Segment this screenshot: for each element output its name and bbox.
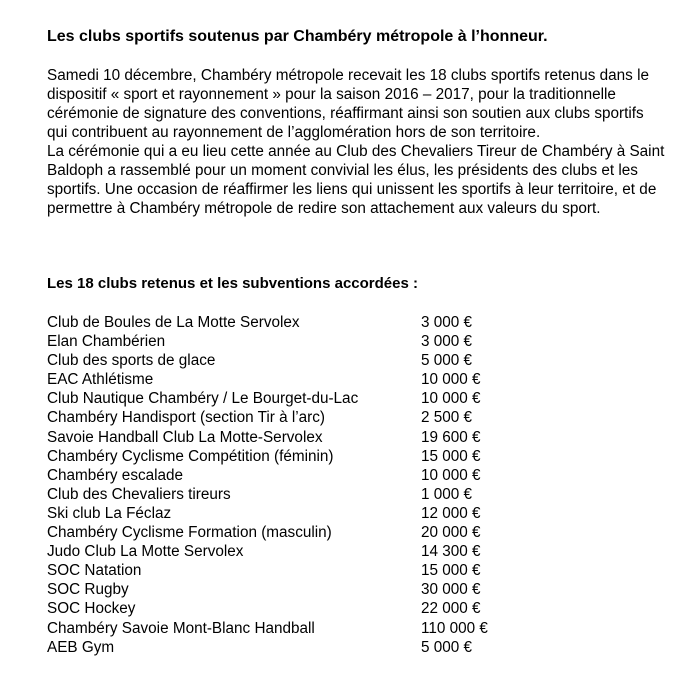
club-name: Club des sports de glace: [47, 352, 216, 370]
club-name: EAC Athlétisme: [47, 371, 154, 389]
club-row: [47, 561, 567, 580]
club-subsidy-amount: 10 000 €: [421, 466, 481, 484]
club-row: [47, 638, 567, 657]
club-list-title: Les 18 clubs retenus et les subventions accordées :: [47, 275, 418, 292]
club-name: SOC Natation: [47, 562, 142, 580]
club-row: [47, 313, 567, 332]
document-title: Les clubs sportifs soutenus par Chambéry métropole à l’honneur.: [47, 28, 548, 45]
club-row: [47, 619, 567, 638]
club-row: [47, 580, 567, 599]
club-name: Chambéry escalade: [47, 466, 184, 484]
club-row: [47, 523, 567, 542]
club-row: [47, 542, 567, 561]
club-subsidy-amount: 3 000 €: [421, 314, 473, 331]
club-name: Chambéry Cyclisme Formation (masculin): [47, 524, 332, 542]
club-subsidy-amount: 5 000 €: [421, 638, 473, 656]
club-row: [47, 599, 567, 618]
club-subsidy-amount: 30 000 €: [421, 581, 481, 599]
club-name: Club Nautique Chambéry / Le Bourget-du-Lac: [47, 390, 359, 408]
club-name: Judo Club La Motte Servolex: [47, 543, 244, 561]
club-subsidy-amount: 3 000 €: [421, 333, 473, 351]
club-name: AEB Gym: [47, 638, 115, 656]
club-row: [47, 389, 567, 408]
club-row: [47, 351, 567, 370]
club-row: [47, 428, 567, 447]
club-subsidy-amount: 15 000 €: [421, 562, 481, 580]
club-name: Chambéry Cyclisme Compétition (féminin): [47, 447, 334, 465]
club-name: Savoie Handball Club La Motte-Servolex: [47, 428, 323, 446]
club-subsidy-amount: 110 000 €: [421, 619, 488, 637]
club-row: [47, 504, 567, 523]
club-subsidy-amount: 5 000 €: [421, 352, 473, 370]
club-subsidy-amount: 22 000 €: [421, 600, 481, 618]
club-name: Chambéry Handisport (section Tir à l’arc): [47, 409, 325, 427]
club-name: Club des Chevaliers tireurs: [47, 485, 231, 503]
club-name: Club de Boules de La Motte Servolex: [47, 314, 300, 331]
paragraph-ceremony: La cérémonie qui a eu lieu cette année au Club des Chevaliers Tireur de Chambéry à Saint Baldoph a rassemblé pour un moment convivial les élus, les présidents des clubs et les sportifs. Une occasion de réaffirmer les liens qui unissent les sportifs à leur territoire, et de permettre à Chambéry métropole de redire son attachement aux valeurs du sport.: [47, 143, 665, 217]
club-subsidy-list: [47, 313, 567, 657]
club-subsidy-amount: 14 300 €: [421, 543, 481, 561]
club-row: [47, 408, 567, 427]
document-body: [47, 66, 667, 218]
club-row: [47, 447, 567, 466]
club-name: SOC Hockey: [47, 600, 136, 618]
club-subsidy-amount: 19 600 €: [421, 428, 481, 446]
club-subsidy-amount: 15 000 €: [421, 447, 481, 465]
club-name: SOC Rugby: [47, 581, 129, 599]
club-subsidy-amount: 1 000 €: [421, 485, 473, 503]
club-row: [47, 370, 567, 389]
club-subsidy-amount: 20 000 €: [421, 524, 481, 542]
club-subsidy-amount: 12 000 €: [421, 504, 481, 522]
club-row: [47, 485, 567, 504]
paragraph-intro: Samedi 10 décembre, Chambéry métropole recevait les 18 clubs sportifs retenus dans le dispositif « sport et rayonnement » pour la saison 2016 – 2017, pour la traditionnelle cérémonie de signature des conventions, réaffirmant ainsi son soutien aux clubs sportifs qui contribuent au rayonnement de l’agglomération hors de son territoire.: [47, 67, 649, 141]
club-name: Ski club La Féclaz: [47, 504, 172, 522]
club-row: [47, 466, 567, 485]
club-name: Elan Chambérien: [47, 333, 166, 351]
club-name: Chambéry Savoie Mont-Blanc Handball: [47, 619, 315, 637]
club-row: [47, 332, 567, 351]
club-subsidy-amount: 2 500 €: [421, 409, 473, 427]
club-subsidy-amount: 10 000 €: [421, 390, 481, 408]
club-subsidy-amount: 10 000 €: [421, 371, 481, 389]
